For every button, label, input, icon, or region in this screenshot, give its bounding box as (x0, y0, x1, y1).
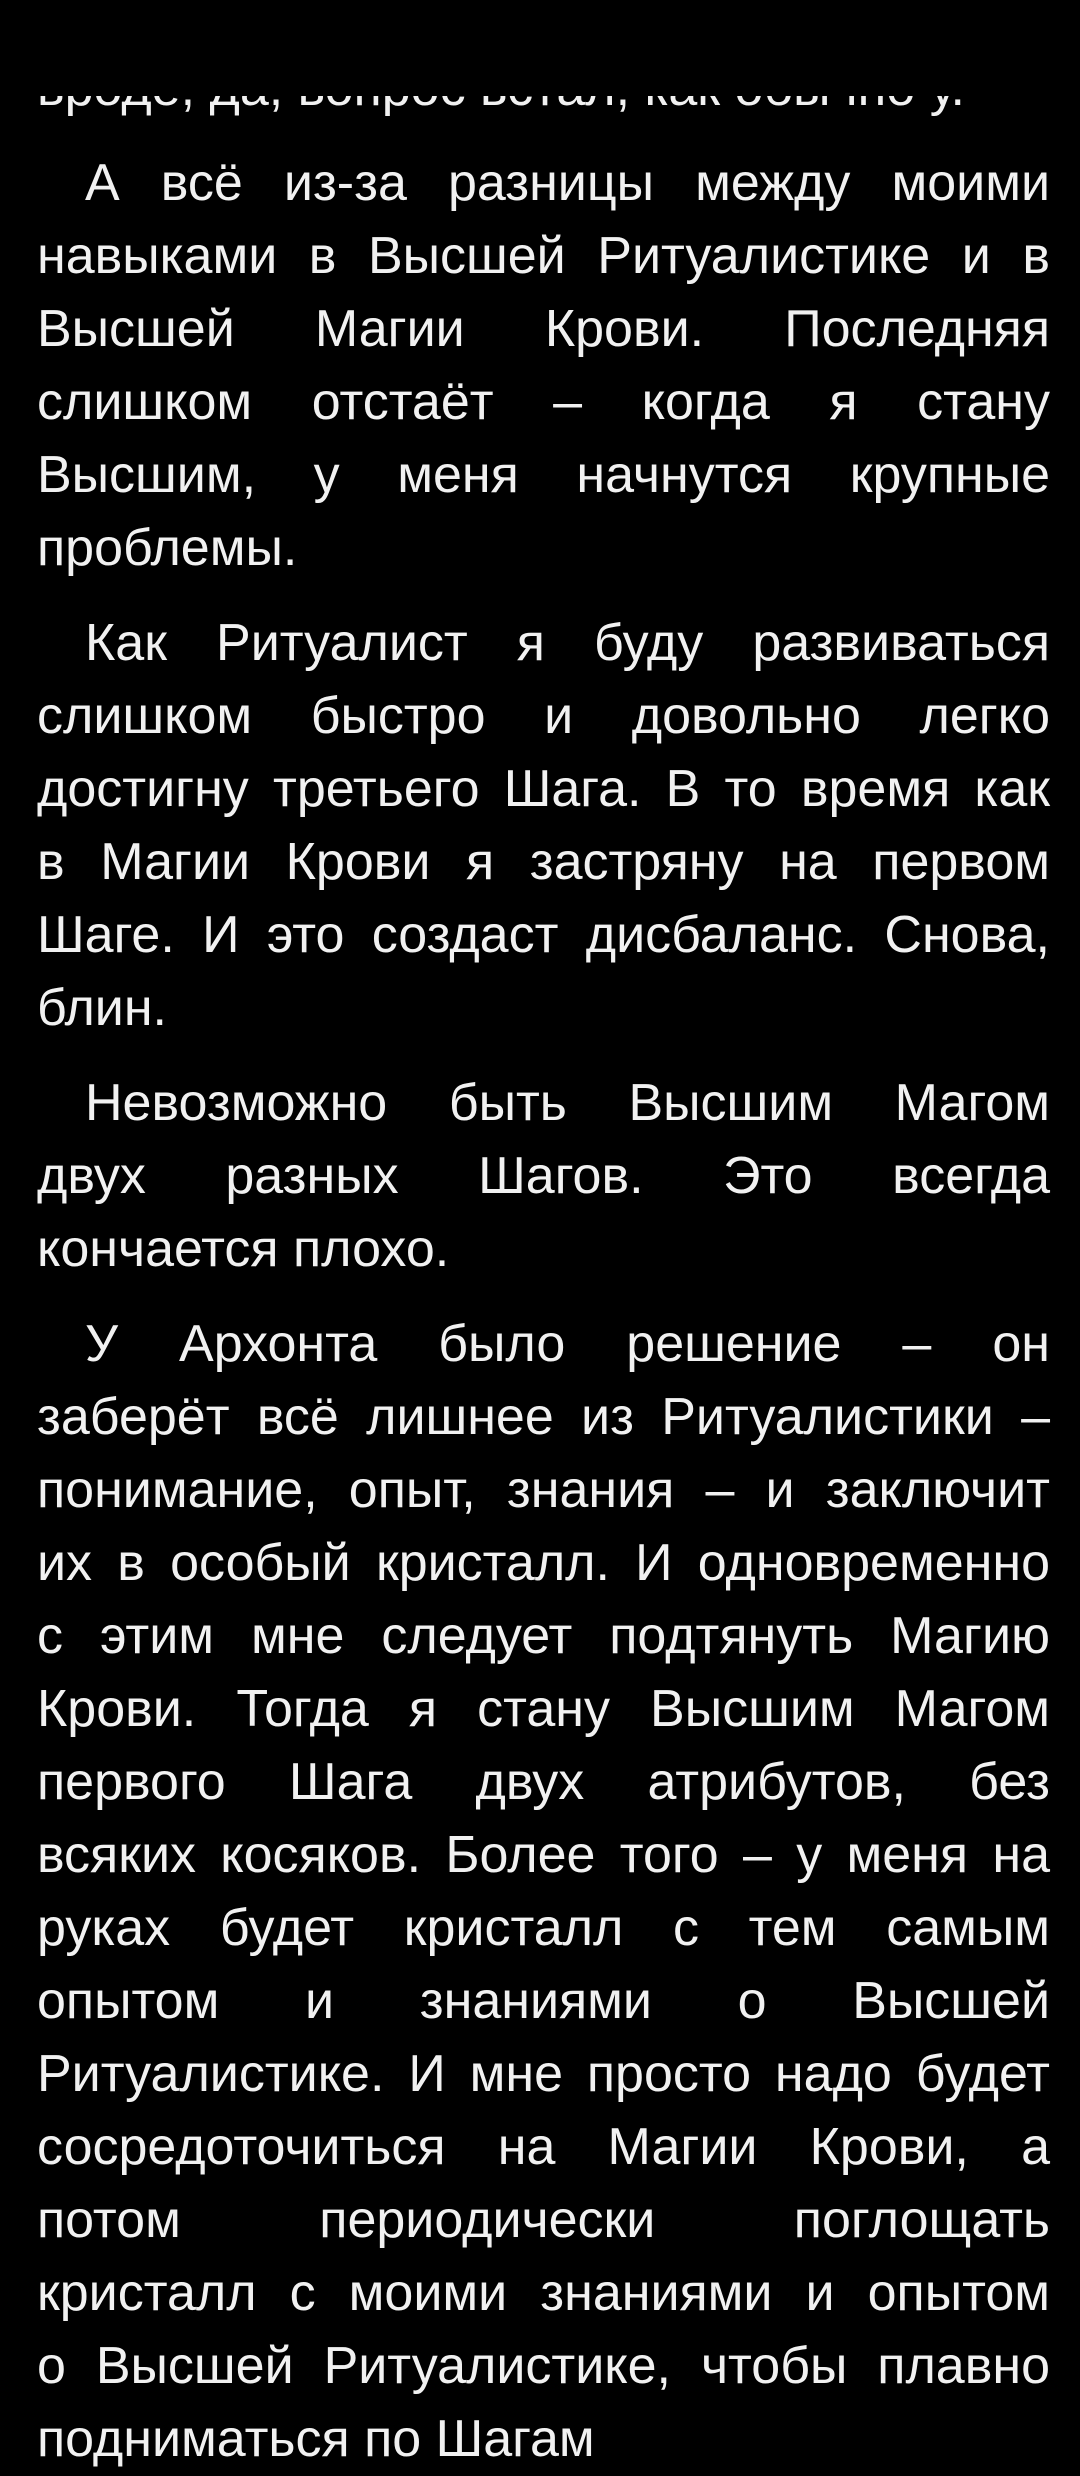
book-text-column (37, 52, 1050, 2476)
paragraph (37, 1067, 1050, 1286)
text-line: двух разных Шагов. Это всегда (37, 1147, 1050, 1205)
text-line: Высшим, у меня начнутся крупные (37, 446, 1050, 504)
text-line: с этим мне следует подтянуть Магию (37, 1607, 1050, 1665)
text-line: навыками в Высшей Ритуалистике и в (37, 227, 1050, 285)
text-line: кончается плохо. (37, 1220, 450, 1278)
text-line: достигну третьего Шага. В то время как (37, 760, 1050, 818)
text-line: кристалл с моими знаниями и опытом (37, 2264, 1050, 2322)
text-line: слишком отстаёт – когда я стану (37, 373, 1050, 431)
paragraph (37, 147, 1050, 585)
text-line: руках будет кристалл с тем самым (37, 1899, 1050, 1957)
text-line: блин. (37, 979, 167, 1037)
text-line: Невозможно быть Высшим Магом (85, 1074, 1050, 1132)
text-line: заберёт всё лишнее из Ритуалистики – (37, 1388, 1050, 1446)
text-line: подниматься по Шагам (37, 2410, 595, 2468)
text-line: Ритуалистике. И мне просто надо будет (37, 2045, 1050, 2103)
text-line: проблемы. (37, 519, 298, 577)
text-line: А всё из-за разницы между моими (85, 154, 1050, 212)
text-line: первого Шага двух атрибутов, без (37, 1753, 1050, 1811)
text-line: опытом и знаниями о Высшей (37, 1972, 1050, 2030)
paragraph (37, 607, 1050, 1045)
text-line: всяких косяков. Более того – у меня на (37, 1826, 1050, 1884)
text-line: слишком быстро и довольно легко (37, 687, 1050, 745)
paragraph (37, 1308, 1050, 2476)
text-line: в Магии Крови я застряну на первом (37, 833, 1050, 891)
text-line: их в особый кристалл. И одновременно (37, 1534, 1050, 1592)
text-line: Как Ритуалист я буду развиваться (85, 614, 1050, 672)
text-line: сосредоточиться на Магии Крови, а (37, 2118, 1050, 2176)
text-line: Шаге. И это создаст дисбаланс. Снова, (37, 906, 1050, 964)
text-line: У Архонта было решение – он (85, 1315, 1050, 1373)
text-line: Крови. Тогда я стану Высшим Магом (37, 1680, 1050, 1738)
text-line: о Высшей Ритуалистике, чтобы плавно (37, 2337, 1050, 2395)
text-line: потом периодически поглощать (37, 2191, 1050, 2249)
status-bar-area (0, 0, 1080, 96)
text-line: Высшей Магии Крови. Последняя (37, 300, 1050, 358)
text-line: понимание, опыт, знания – и заключит (37, 1461, 1050, 1519)
